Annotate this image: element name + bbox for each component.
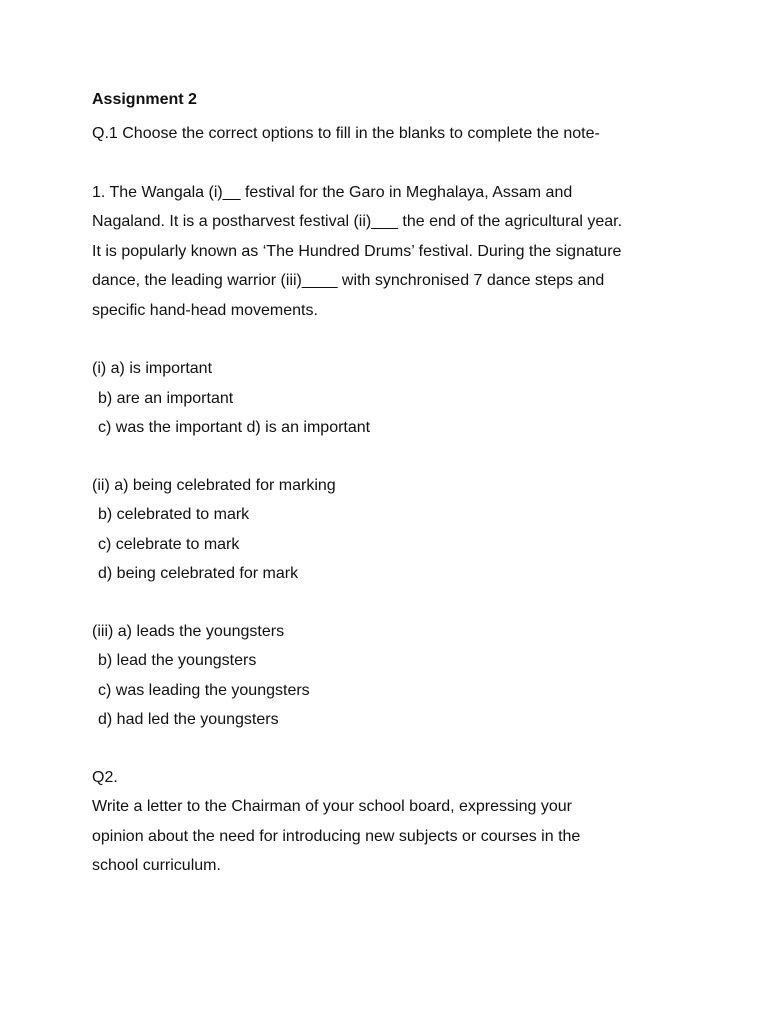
option-item: d) had led the youngsters [98, 711, 279, 728]
q2-label: Q2. [92, 768, 118, 786]
passage-line: specific hand-head movements. [92, 301, 318, 319]
option-item: (i) a) is important [92, 360, 213, 377]
q2-prompt-line: Write a letter to the Chairman of your school board, expressing your [92, 798, 572, 815]
q2-prompt-line: school curriculum. [92, 857, 221, 874]
spacer [92, 325, 692, 354]
option-item: b) are an important [98, 389, 234, 407]
passage-line: Nagaland. It is a postharvest festival (ii)___ the end of the agricultural year. [92, 213, 623, 230]
option-item: (iii) a) leads the youngsters [92, 622, 285, 640]
q2-section [92, 763, 692, 881]
option-item: b) celebrated to mark [98, 506, 250, 523]
options-group-iii [92, 617, 692, 735]
passage-line: It is popularly known as ‘The Hundred Drums’ festival. During the signature [92, 242, 622, 260]
spacer [92, 735, 692, 763]
options-group-i [92, 354, 692, 443]
spacer [92, 149, 692, 178]
option-item: d) being celebrated for mark [98, 565, 299, 582]
q1-passage [92, 178, 692, 326]
options-group-ii [92, 471, 692, 589]
q1-instruction: Q.1 Choose the correct options to fill in the blanks to complete the note- [92, 125, 600, 142]
option-item: b) lead the youngsters [98, 652, 257, 669]
passage-line: dance, the leading warrior (iii)____ with synchronised 7 dance steps and [92, 272, 605, 289]
option-item: c) was leading the youngsters [98, 681, 310, 699]
spacer [92, 589, 692, 617]
option-item: c) was the important d) is an important [98, 419, 371, 436]
document-page [92, 88, 692, 881]
q2-prompt-line: opinion about the need for introducing new subjects or courses in the [92, 827, 581, 845]
spacer [92, 443, 692, 471]
passage-line: 1. The Wangala (i)__ festival for the Garo in Meghalaya, Assam and [92, 183, 573, 201]
option-item: (ii) a) being celebrated for marking [92, 476, 336, 494]
assignment-title: Assignment 2 [92, 91, 197, 108]
option-item: c) celebrate to mark [98, 535, 240, 553]
